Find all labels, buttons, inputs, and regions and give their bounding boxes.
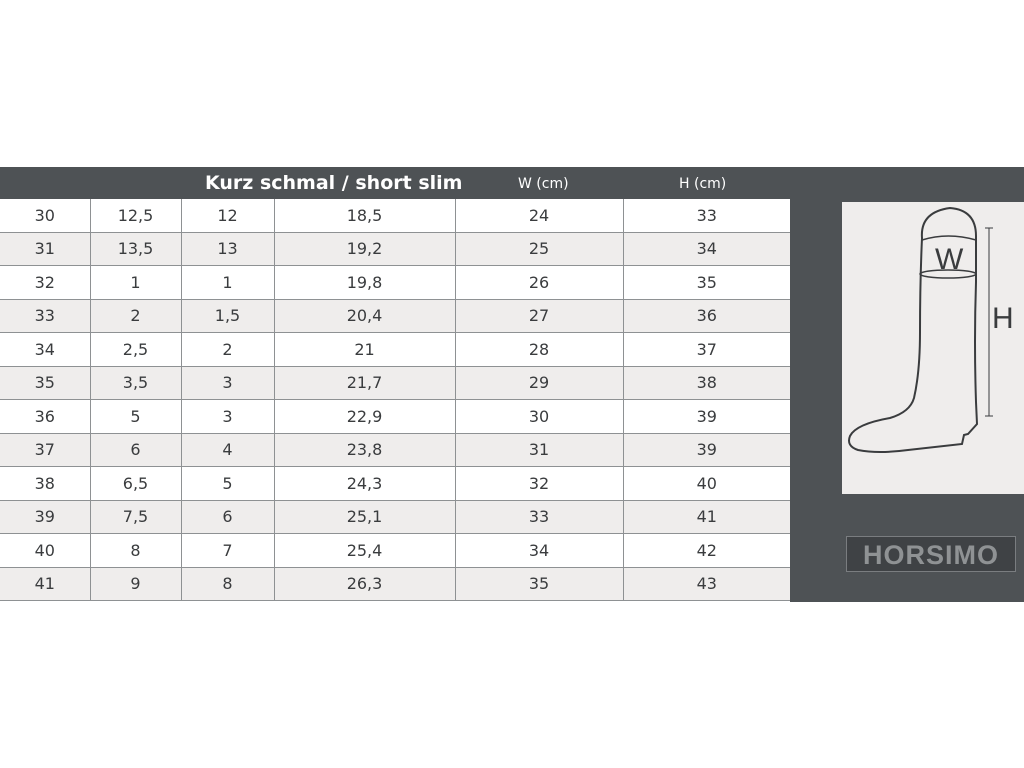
h-column-header: H (cm)	[679, 176, 727, 192]
cell-calf-width: 28	[455, 333, 623, 367]
w-letter: W	[935, 243, 964, 276]
cell-foot-length: 21	[274, 333, 455, 367]
cell-eu-size: 31	[0, 232, 90, 266]
cell-shaft-height: 39	[623, 433, 790, 467]
size-table-body	[0, 199, 790, 601]
table-row	[0, 433, 790, 467]
cell-uk-size: 7,5	[90, 500, 181, 534]
cell-shaft-height: 39	[623, 400, 790, 434]
table-row	[0, 366, 790, 400]
cell-calf-width: 24	[455, 199, 623, 232]
cell-uk-size: 2	[90, 299, 181, 333]
cell-eu-size: 38	[0, 467, 90, 501]
cell-us-size: 7	[181, 534, 274, 568]
cell-foot-length: 18,5	[274, 199, 455, 232]
cell-eu-size: 34	[0, 333, 90, 367]
cell-calf-width: 27	[455, 299, 623, 333]
cell-eu-size: 39	[0, 500, 90, 534]
cell-us-size: 2	[181, 333, 274, 367]
cell-foot-length: 19,8	[274, 266, 455, 300]
cell-us-size: 3	[181, 400, 274, 434]
table-title: Kurz schmal / short slim	[205, 172, 463, 194]
table-row	[0, 333, 790, 367]
cell-us-size: 1	[181, 266, 274, 300]
boot-diagram	[842, 202, 1024, 494]
cell-calf-width: 30	[455, 400, 623, 434]
table-row	[0, 199, 790, 232]
cell-uk-size: 12,5	[90, 199, 181, 232]
table-row	[0, 500, 790, 534]
horsimo-logo	[846, 536, 1016, 572]
cell-uk-size: 3,5	[90, 366, 181, 400]
h-letter: H	[992, 302, 1014, 335]
table-row	[0, 266, 790, 300]
cell-foot-length: 22,9	[274, 400, 455, 434]
boot-side-panel	[790, 167, 1024, 602]
cell-shaft-height: 34	[623, 232, 790, 266]
cell-shaft-height: 37	[623, 333, 790, 367]
cell-uk-size: 6	[90, 433, 181, 467]
cell-shaft-height: 40	[623, 467, 790, 501]
cell-eu-size: 40	[0, 534, 90, 568]
cell-foot-length: 24,3	[274, 467, 455, 501]
cell-foot-length: 21,7	[274, 366, 455, 400]
cell-foot-length: 25,1	[274, 500, 455, 534]
horsimo-logo-graphic	[847, 537, 1015, 571]
cell-calf-width: 35	[455, 567, 623, 601]
cell-calf-width: 26	[455, 266, 623, 300]
cell-uk-size: 2,5	[90, 333, 181, 367]
size-table	[0, 199, 790, 601]
cell-calf-width: 29	[455, 366, 623, 400]
cell-us-size: 12	[181, 199, 274, 232]
cell-us-size: 5	[181, 467, 274, 501]
cell-us-size: 1,5	[181, 299, 274, 333]
logo-text: HORSIMO	[862, 540, 1000, 570]
cell-shaft-height: 42	[623, 534, 790, 568]
cell-uk-size: 6,5	[90, 467, 181, 501]
cell-uk-size: 8	[90, 534, 181, 568]
w-column-header: W (cm)	[518, 176, 569, 192]
cell-eu-size: 36	[0, 400, 90, 434]
cell-calf-width: 25	[455, 232, 623, 266]
cell-calf-width: 32	[455, 467, 623, 501]
cell-shaft-height: 35	[623, 266, 790, 300]
table-row	[0, 299, 790, 333]
table-row	[0, 534, 790, 568]
cell-shaft-height: 43	[623, 567, 790, 601]
cell-uk-size: 13,5	[90, 232, 181, 266]
cell-foot-length: 23,8	[274, 433, 455, 467]
cell-calf-width: 31	[455, 433, 623, 467]
cell-eu-size: 32	[0, 266, 90, 300]
boot-top-rim	[922, 236, 976, 240]
cell-foot-length: 19,2	[274, 232, 455, 266]
table-header	[0, 167, 790, 199]
cell-calf-width: 34	[455, 534, 623, 568]
cell-foot-length: 26,3	[274, 567, 455, 601]
cell-foot-length: 25,4	[274, 534, 455, 568]
cell-us-size: 3	[181, 366, 274, 400]
cell-uk-size: 5	[90, 400, 181, 434]
cell-uk-size: 1	[90, 266, 181, 300]
cell-eu-size: 41	[0, 567, 90, 601]
size-chart	[0, 167, 1024, 602]
table-row	[0, 232, 790, 266]
cell-us-size: 4	[181, 433, 274, 467]
table-row	[0, 467, 790, 501]
boot-icon	[842, 202, 1024, 494]
cell-eu-size: 37	[0, 433, 90, 467]
cell-shaft-height: 36	[623, 299, 790, 333]
cell-shaft-height: 38	[623, 366, 790, 400]
cell-calf-width: 33	[455, 500, 623, 534]
cell-shaft-height: 33	[623, 199, 790, 232]
table-row	[0, 567, 790, 601]
cell-foot-length: 20,4	[274, 299, 455, 333]
cell-eu-size: 30	[0, 199, 90, 232]
cell-us-size: 8	[181, 567, 274, 601]
cell-eu-size: 33	[0, 299, 90, 333]
cell-us-size: 6	[181, 500, 274, 534]
cell-uk-size: 9	[90, 567, 181, 601]
cell-shaft-height: 41	[623, 500, 790, 534]
table-row	[0, 400, 790, 434]
cell-us-size: 13	[181, 232, 274, 266]
cell-eu-size: 35	[0, 366, 90, 400]
